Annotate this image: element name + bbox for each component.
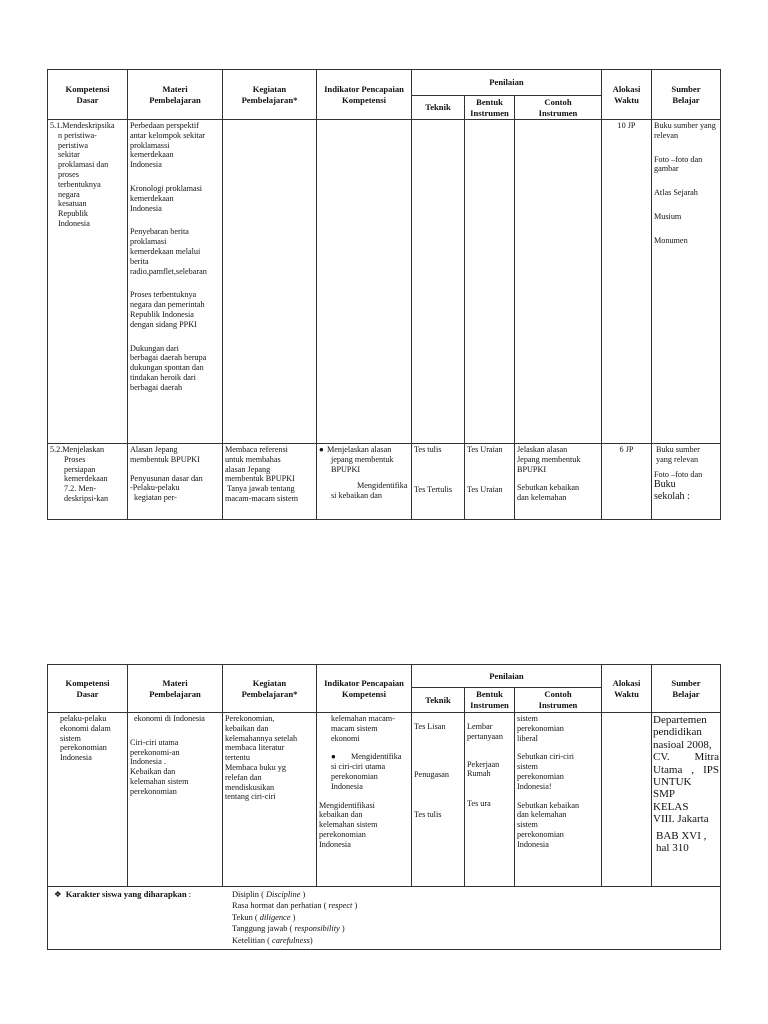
header-materi: Materi Pembelajaran <box>128 665 223 713</box>
alokasi-cell: 10 JP <box>602 120 652 444</box>
kegiatan-cell <box>223 120 317 444</box>
header-alokasi: Alokasi Waktu <box>602 665 652 713</box>
kegiatan-cell: Membaca referensi untuk membahas alasan Jepang membentuk BPUPKI Tanya jawab tentang macam-macam sistem <box>223 444 317 520</box>
rpp-table-1 <box>47 69 721 520</box>
diamond-bullet-icon: ❖ <box>54 890 62 899</box>
header-penilaian: Penilaian <box>412 665 602 688</box>
teknik-cell <box>412 120 465 444</box>
materi-cell: Alasan Jepang membentuk BPUPKI Penyusunan dasar dan -Pelaku-pelaku kegiatan per- <box>128 444 223 520</box>
alokasi-cell <box>602 713 652 887</box>
header-kegiatan: Kegiatan Pembelajaran* <box>223 665 317 713</box>
karakter-cell: ❖ Karakter siswa yang diharapkan : Disiplin ( Discipline ) Rasa hormat dan perhatian ( respect ) Tekun ( diligence ) Tanggung jawab ( responsibility ) Ketelitian ( carefulness) <box>48 887 721 950</box>
bullet-icon: ● <box>319 445 324 454</box>
contoh-cell: Jelaskan alasan Jepang membentuk BPUPKI Sebutkan kebaikan dan kelemahan <box>515 444 602 520</box>
header-indikator: Indikator Pencapaian Kompetensi <box>317 70 412 120</box>
header-indikator: Indikator Pencapaian Kompetensi <box>317 665 412 713</box>
karakter-item: Tekun ( diligence ) <box>232 912 296 922</box>
sumber-cell: Buku sumber yang relevan Foto –foto dan Buku sekolah : <box>652 444 721 520</box>
bentuk-cell: Lembar pertanyaan Pekerjaan Rumah Tes ura <box>465 713 515 887</box>
header-kompetensi-dasar: Kompetensi Dasar <box>48 665 128 713</box>
header-sumber: Sumber Belajar <box>652 665 721 713</box>
header-teknik: Teknik <box>412 688 465 713</box>
indikator-cell: ● Menjelaskan alasan jepang membentuk BPUPKI Mengidentifika si kebaikan dan <box>317 444 412 520</box>
teknik-cell: Tes tulis Tes Tertulis <box>412 444 465 520</box>
header-penilaian: Penilaian <box>412 70 602 96</box>
contoh-cell: sistem perekonomian liberal Sebutkan ciri-ciri sistem perekonomian Indonesia! Sebutkan kebaikan dan kelemahan sistem perekonomian Indonesia <box>515 713 602 887</box>
header-contoh: Contoh Instrumen <box>515 96 602 120</box>
table-row <box>48 120 721 444</box>
header-sumber: Sumber Belajar <box>652 70 721 120</box>
kd-cell: 5.2.Menjelaskan Proses persiapan kemerdekaan 7.2. Men- deskripsi-kan <box>48 444 128 520</box>
kegiatan-cell: Perekonomian, kebaikan dan kelemahannya setelah membaca literatur tertentu Membaca buku yg relefan dan mendiskusikan tentang ciri-ciri <box>223 713 317 887</box>
teknik-cell: Tes Lisan Penugasan Tes tulis <box>412 713 465 887</box>
bullet-icon: ● <box>331 752 336 762</box>
sumber-cell: Buku sumber yang relevan Foto –foto dan gambar Atlas Sejarah Musium Monumen <box>652 120 721 444</box>
materi-cell: Perbedaan perspektif antar kelompok sekitar proklamassi kemerdekaan Indonesia Kronologi proklamasi kemerdekaan Indonesia Penyebaran berita proklamasi kemerdekaan melalui berita radio,pamflet,selebaran Proses terbentuknya negara dan pemerintah Republik Indonesia dengan sidang PPKI Dukungan dari berbagai daerah berupa dukungan spontan dan tindakan heroik dari berbagai daerah <box>128 120 223 444</box>
header-bentuk: Bentuk Instrumen <box>465 688 515 713</box>
bentuk-cell <box>465 120 515 444</box>
header-materi: Materi Pembelajaran <box>128 70 223 120</box>
karakter-item: Rasa hormat dan perhatian ( respect ) <box>232 901 358 911</box>
kd-cell: 5.1.Mendeskripsika n peristiwa- peristiwa sekitar proklamasi dan proses terbentuknya negara kesatuan Republik Indonesia <box>48 120 128 444</box>
header-teknik: Teknik <box>412 96 465 120</box>
rpp-table-2 <box>47 664 721 950</box>
karakter-item: Ketelitian ( carefulness) <box>232 935 313 945</box>
table-row <box>48 713 721 887</box>
sumber-cell: Departemen pendidikan nasioal 2008, CV. Mitra Utama , IPS UNTUK SMP KELAS VIII. Jakarta BAB XVI , hal 310 <box>652 713 721 887</box>
header-bentuk: Bentuk Instrumen <box>465 96 515 120</box>
table-row <box>48 444 721 520</box>
materi-cell: ekonomi di Indonesia Ciri-ciri utama perekonomi-an Indonesia . Kebaikan dan kelemahan sistem perekonomian <box>128 713 223 887</box>
karakter-item: Disiplin ( Discipline ) <box>232 890 306 899</box>
karakter-row <box>48 887 721 950</box>
indikator-cell: kelemahan macam- macam sistem ekonomi ● Mengidentifika si ciri-ciri utama perekonomian Indonesia Mengidentifikasi kebaikan dan kelemahan sistem perekonomian Indonesia <box>317 713 412 887</box>
kd-cell: pelaku-pelaku ekonomi dalam sistem perekonomian Indonesia <box>48 713 128 887</box>
header-kompetensi-dasar: Kompetensi Dasar <box>48 70 128 120</box>
karakter-item: Tanggung jawab ( responsibility ) <box>232 924 345 934</box>
header-alokasi: Alokasi Waktu <box>602 70 652 120</box>
header-kegiatan: Kegiatan Pembelajaran* <box>223 70 317 120</box>
bentuk-cell: Tes Uraian Tes Uraian <box>465 444 515 520</box>
indikator-cell <box>317 120 412 444</box>
alokasi-cell: 6 JP <box>602 444 652 520</box>
header-contoh: Contoh Instrumen <box>515 688 602 713</box>
contoh-cell <box>515 120 602 444</box>
